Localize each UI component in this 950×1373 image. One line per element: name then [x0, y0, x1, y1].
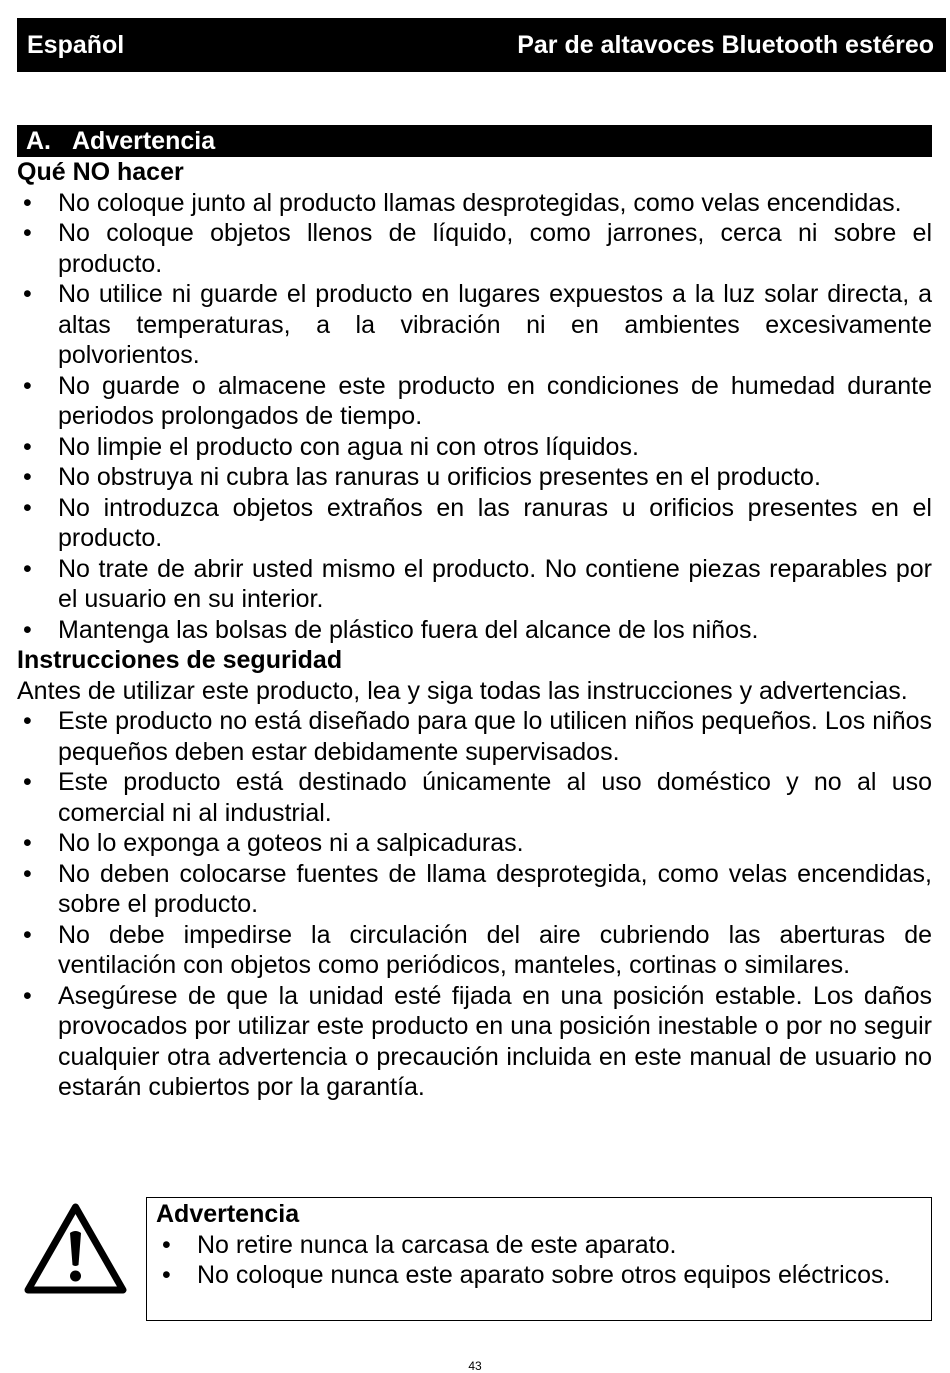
list-item: • No trate de abrir usted mismo el producto. No contiene piezas reparables por el usuario en su interior.	[17, 554, 932, 615]
dont-heading: Qué NO hacer	[17, 158, 184, 186]
safety-heading: Instrucciones de seguridad	[17, 646, 343, 674]
section-heading	[17, 125, 932, 157]
list-item: • No limpie el producto con agua ni con otros líquidos.	[17, 432, 932, 463]
safety-list	[17, 706, 932, 1103]
list-item: • Mantenga las bolsas de plástico fuera del alcance de los niños.	[17, 615, 932, 646]
list-item: • No utilice ni guarde el producto en lugares expuestos a la luz solar directa, a altas temperaturas, a la vibración ni en ambientes excesivamente polvorientos.	[17, 279, 932, 371]
list-item: • No introduzca objetos extraños en las ranuras u orificios presentes en el producto.	[17, 493, 932, 554]
page-content	[17, 157, 932, 1103]
list-item: • Asegúrese de que la unidad esté fijada en una posición estable. Los daños provocados por utilizar este producto en una posición inestable o por no seguir cualquier otra advertencia o precaución incluida en este manual de usuario no estarán cubiertos por la garantía.	[17, 981, 932, 1103]
list-item: • No deben colocarse fuentes de llama desprotegida, como velas encendidas, sobre el producto.	[17, 859, 932, 920]
section-title: Advertencia	[72, 126, 216, 155]
page-number: 43	[468, 1359, 482, 1373]
list-item: • No obstruya ni cubra las ranuras u orificios presentes en el producto.	[17, 462, 932, 493]
warning-box	[146, 1197, 932, 1321]
warning-triangle-icon	[24, 1203, 127, 1295]
warning-box-title: Advertencia	[156, 1200, 300, 1228]
list-item: • Este producto no está diseñado para que lo utilicen niños pequeños. Los niños pequeños deben estar debidamente supervisados.	[17, 706, 932, 767]
list-item: • No coloque objetos llenos de líquido, como jarrones, cerca ni sobre el producto.	[17, 218, 932, 279]
list-item: • No guarde o almacene este producto en condiciones de humedad durante periodos prolongados de tiempo.	[17, 371, 932, 432]
list-item: • No lo exponga a goteos ni a salpicaduras.	[17, 828, 932, 859]
list-item: • No coloque nunca este aparato sobre otros equipos eléctricos.	[156, 1260, 921, 1291]
warning-list	[156, 1230, 921, 1291]
section-number: A.	[26, 126, 51, 155]
list-item: • No debe impedirse la circulación del aire cubriendo las aberturas de ventilación con objetos como periódicos, manteles, cortinas o similares.	[17, 920, 932, 981]
header-product-title: Par de altavoces Bluetooth estéreo	[517, 30, 934, 59]
header-bar	[17, 18, 946, 72]
safety-intro: Antes de utilizar este producto, lea y siga todas las instrucciones y advertencias.	[17, 676, 908, 705]
list-item: • Este producto está destinado únicamente al uso doméstico y no al uso comercial ni al industrial.	[17, 767, 932, 828]
header-language: Español	[27, 30, 125, 59]
list-item: • No coloque junto al producto llamas desprotegidas, como velas encendidas.	[17, 188, 932, 219]
list-item: • No retire nunca la carcasa de este aparato.	[156, 1230, 921, 1261]
dont-list	[17, 188, 932, 646]
